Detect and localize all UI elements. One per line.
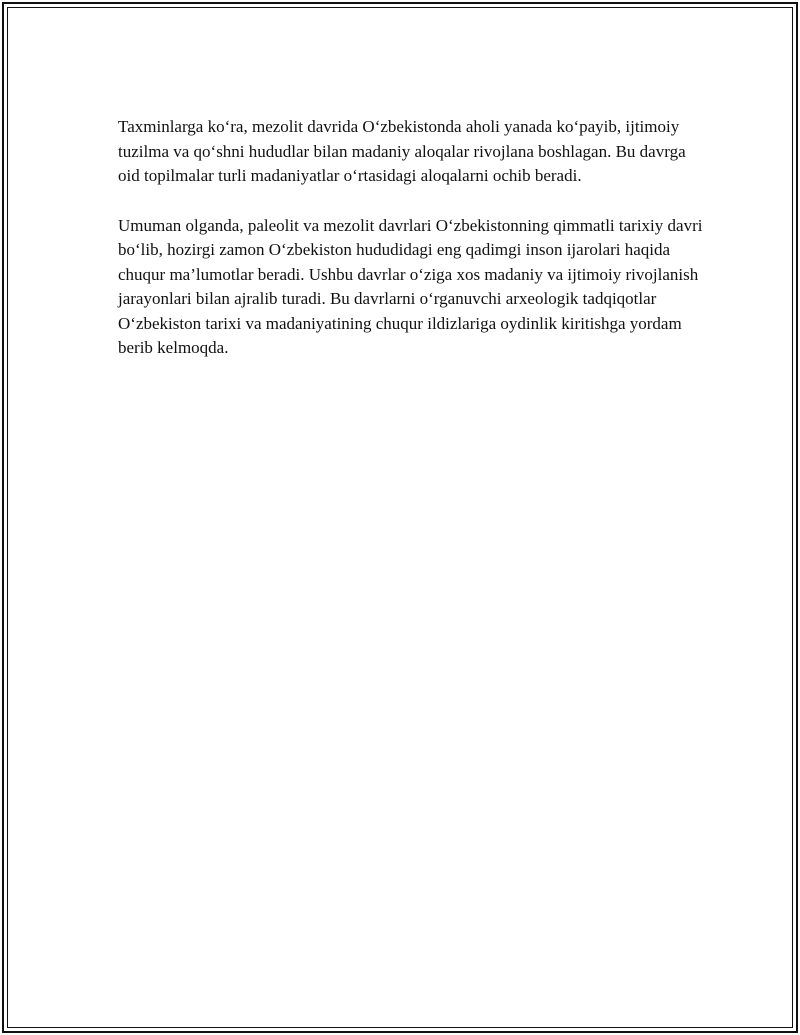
paragraph-1: Taxminlarga ko‘ra, mezolit davrida O‘zbekistonda aholi yanada ko‘payib, ijtimoiy tuzilma va qo‘shni hududlar bilan madaniy aloqalar rivojlana boshlagan. Bu davrga oid topilmalar turli madaniyatlar o‘rtasidagi aloqalarni ochib beradi. [118,117,686,185]
document-body [118,115,708,386]
paragraph-2: Umuman olganda, paleolit va mezolit davrlari O‘zbekistonning qimmatli tarixiy davri bo‘lib, hozirgi zamon O‘zbekiston hududidagi eng qadimgi inson ijarolari haqida chuqur ma’lumotlar beradi. Ushbu davrlar o‘ziga xos madaniy va ijtimoiy rivojlanish jarayonlari bilan ajralib turadi. Bu davrlarni o‘rganuvchi arxeologik tadqiqotlar O‘zbekiston tarixi va madaniyatining chuqur ildizlariga oydinlik kiritishga yordam berib kelmoqda. [118,215,703,357]
